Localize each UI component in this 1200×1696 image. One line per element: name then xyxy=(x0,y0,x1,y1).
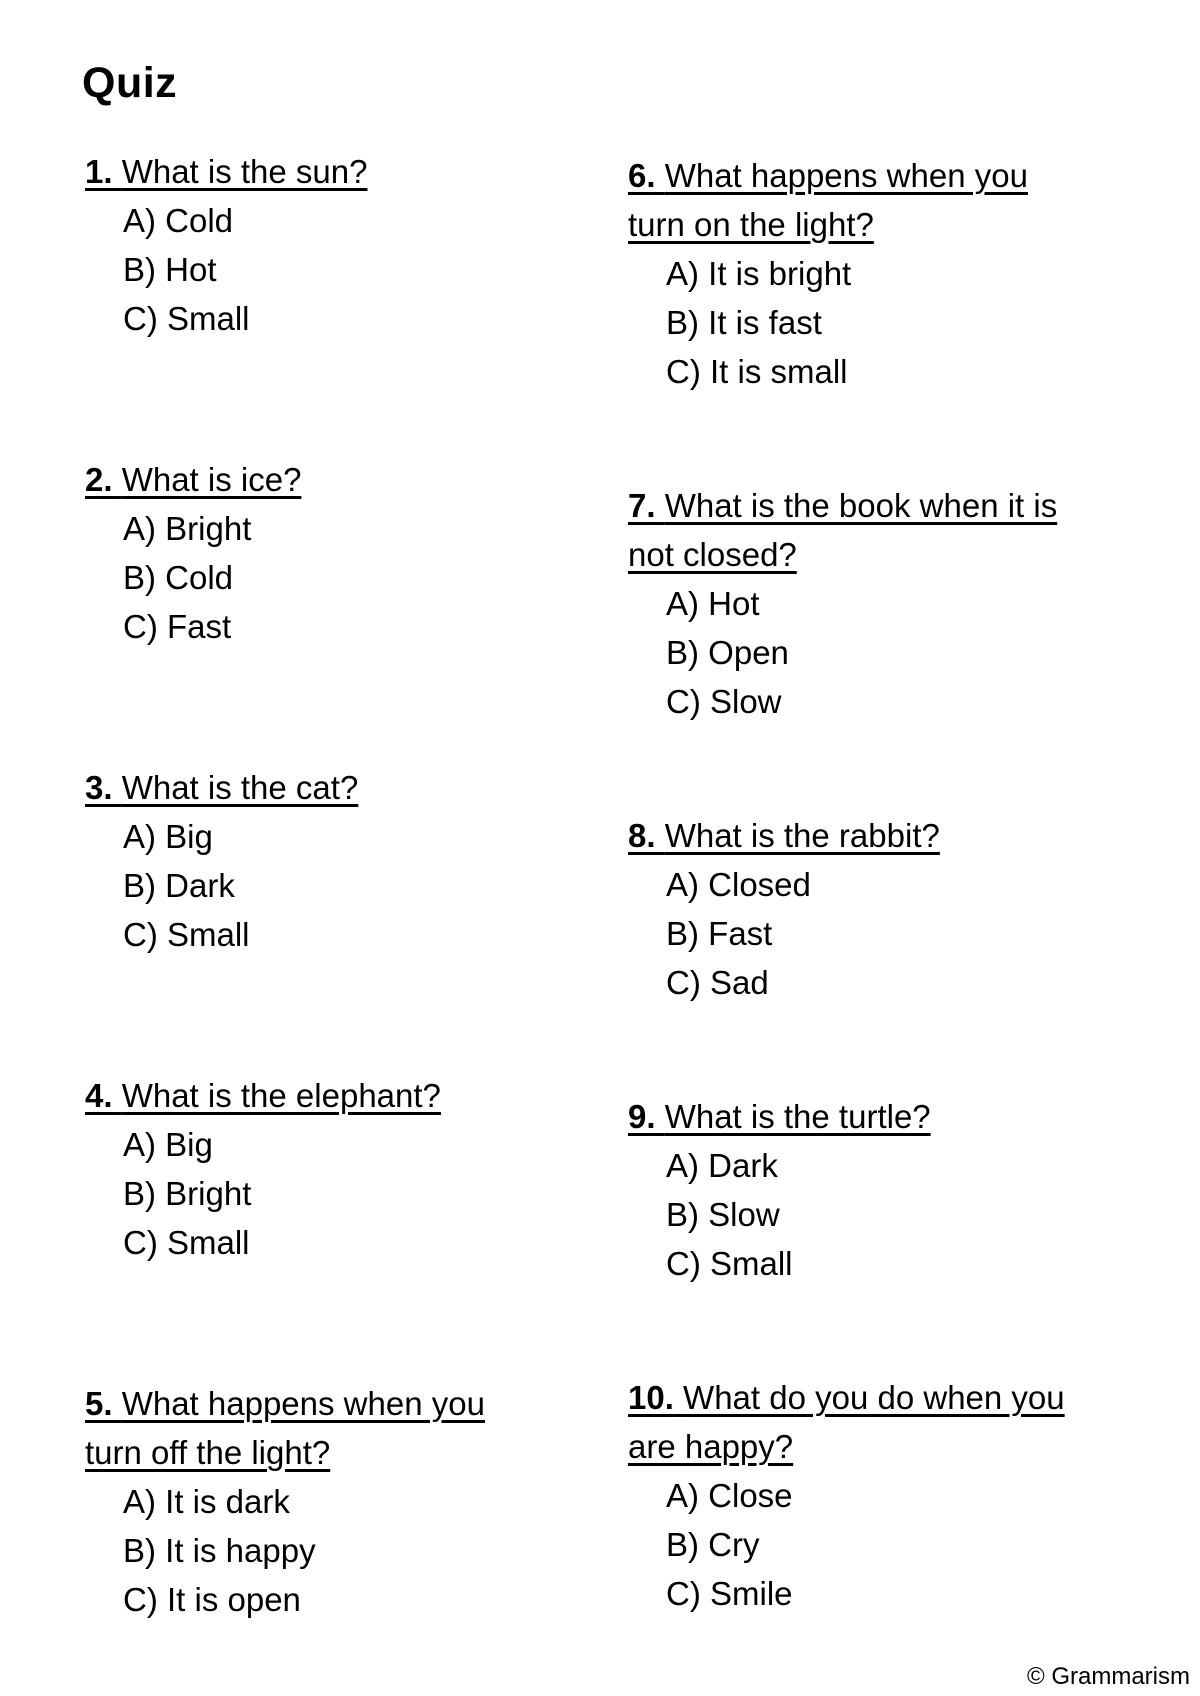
option-item: C) Fast xyxy=(123,608,232,645)
option-item: B) Cry xyxy=(666,1526,760,1563)
right-column xyxy=(628,151,1083,1618)
option-item: B) Bright xyxy=(123,1175,252,1212)
question-heading xyxy=(85,147,540,196)
option-item: A) It is bright xyxy=(666,255,852,292)
option-item: C) Smile xyxy=(666,1575,793,1612)
option-item: B) Open xyxy=(666,634,789,671)
question-block xyxy=(628,1092,1083,1288)
option-item: C) Small xyxy=(123,916,250,953)
option-item: C) It is open xyxy=(123,1581,301,1618)
question-text: What is the book when it is not closed? xyxy=(628,487,1058,573)
question-text: What is the cat? xyxy=(121,769,359,806)
question-text: What happens when you turn off the light? xyxy=(85,1385,485,1471)
question-heading xyxy=(85,1379,540,1477)
question-text: What is the turtle? xyxy=(664,1098,931,1135)
option-item: A) Closed xyxy=(666,866,811,903)
question-number: 2. xyxy=(85,461,113,498)
question-number: 3. xyxy=(85,769,113,806)
option-item: B) Fast xyxy=(666,915,773,952)
question-number: 9. xyxy=(628,1098,656,1135)
option-item: A) It is dark xyxy=(123,1483,290,1520)
question-heading xyxy=(628,481,1083,579)
question-number: 8. xyxy=(628,817,656,854)
question-text: What is the elephant? xyxy=(121,1077,441,1114)
option-item: A) Hot xyxy=(666,585,760,622)
question-heading xyxy=(85,763,540,812)
question-number: 1. xyxy=(85,153,113,190)
option-item: A) Cold xyxy=(123,202,234,239)
option-item: A) Big xyxy=(123,818,213,855)
option-item: A) Close xyxy=(666,1477,793,1514)
option-item: B) Hot xyxy=(123,251,217,288)
question-number: 6. xyxy=(628,157,656,194)
question-text: What do you do when you are happy? xyxy=(628,1379,1065,1465)
option-item: C) It is small xyxy=(666,353,848,390)
question-heading xyxy=(628,811,1083,860)
page-title: Quiz xyxy=(82,59,178,107)
question-block xyxy=(628,481,1083,726)
question-heading xyxy=(85,455,540,504)
question-block xyxy=(628,151,1083,396)
question-block xyxy=(85,763,540,959)
option-item: B) Cold xyxy=(123,559,234,596)
option-item: B) It is happy xyxy=(123,1532,316,1569)
option-item: A) Bright xyxy=(123,510,252,547)
option-item: C) Sad xyxy=(666,964,769,1001)
question-number: 4. xyxy=(85,1077,113,1114)
question-text: What is the rabbit? xyxy=(664,817,940,854)
question-block xyxy=(628,811,1083,1007)
question-number: 5. xyxy=(85,1385,113,1422)
question-text: What is the sun? xyxy=(121,153,368,190)
option-item: C) Small xyxy=(666,1245,793,1282)
question-block xyxy=(85,147,540,343)
question-heading xyxy=(85,1071,540,1120)
option-item: C) Small xyxy=(123,1224,250,1261)
question-block xyxy=(85,1379,540,1624)
option-item: B) It is fast xyxy=(666,304,822,341)
copyright-notice: © Grammarism xyxy=(1026,1663,1190,1690)
option-item: B) Dark xyxy=(123,867,235,904)
option-item: C) Slow xyxy=(666,683,782,720)
question-number: 7. xyxy=(628,487,656,524)
question-heading xyxy=(628,151,1083,249)
option-item: B) Slow xyxy=(666,1196,780,1233)
question-text: What is ice? xyxy=(121,461,302,498)
question-block xyxy=(85,1071,540,1267)
option-item: A) Big xyxy=(123,1126,213,1163)
question-text: What happens when you turn on the light? xyxy=(628,157,1028,243)
question-block xyxy=(85,455,540,651)
question-heading xyxy=(628,1092,1083,1141)
question-block xyxy=(628,1373,1083,1618)
option-item: A) Dark xyxy=(666,1147,778,1184)
left-column xyxy=(85,147,540,1624)
option-item: C) Small xyxy=(123,300,250,337)
question-number: 10. xyxy=(628,1379,674,1416)
question-heading xyxy=(628,1373,1083,1471)
